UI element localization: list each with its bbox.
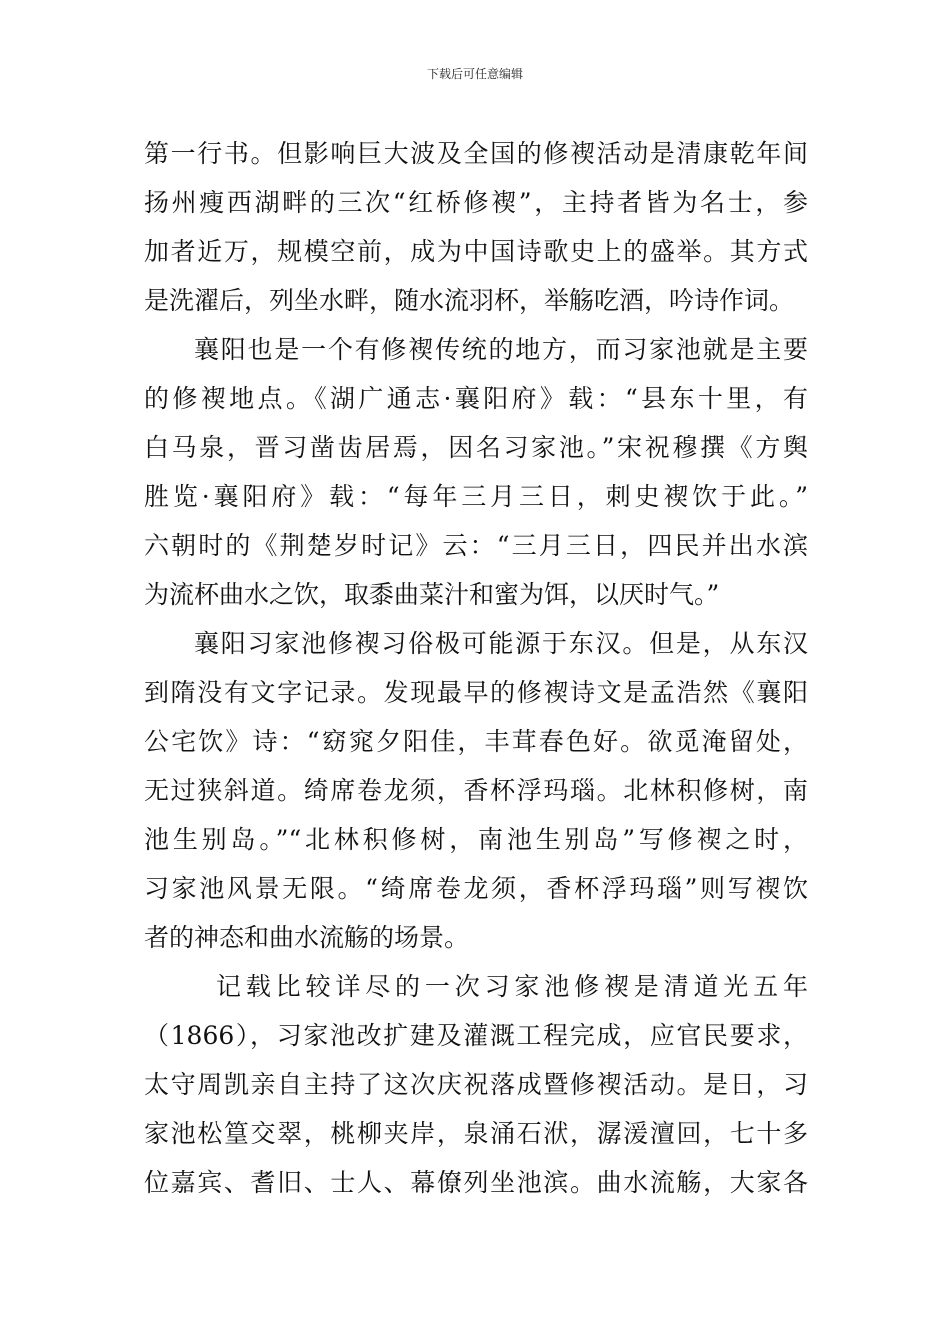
text-line: 位嘉宾、耆旧、士人、幕僚列坐池滨。曲水流觞，大家各 — [144, 1168, 808, 1197]
document-body — [144, 129, 808, 1207]
text-line: 为流杯曲水之饮，取黍曲菜汁和蜜为饵，以厌时气。” — [144, 580, 720, 609]
text-line: 池生别岛。”“北林积修树，南池生别岛”写修褉之时， — [144, 825, 808, 854]
paragraph-3 — [144, 619, 808, 962]
text-line: 记载比较详尽的一次习家池修褉是清道光五年 — [216, 972, 808, 1001]
text-line: 无过狭斜道。绮席卷龙须，香杯浮玛瑙。北林积修树，南 — [144, 776, 808, 805]
text-line: 的修褉地点。《湖广通志·襄阳府》载：“县东十里，有 — [144, 384, 808, 413]
text-line: 加者近万，规模空前，成为中国诗歌史上的盛举。其方式 — [144, 237, 808, 266]
text-line: 胜览·襄阳府》载：“每年三月三日，刺史褉饮于此。” — [144, 482, 808, 511]
text-line: 到隋没有文字记录。发现最早的修褉诗文是孟浩然《襄阳 — [144, 678, 808, 707]
text-line: 是洗濯后，列坐水畔，随水流羽杯，举觞吃酒，吟诗作词。 — [144, 286, 795, 315]
text-line: 六朝时的《荆楚岁时记》云：“三月三日，四民并出水滨 — [144, 531, 808, 560]
text-line: 者的神态和曲水流觞的场景。 — [144, 923, 470, 952]
text-line: 白马泉，晋习凿齿居焉，因名习家池。”宋祝穆撰《方舆 — [144, 433, 808, 462]
page-header — [0, 66, 950, 82]
paragraph-1 — [144, 129, 808, 325]
text-line: 第一行书。但影响巨大波及全国的修褉活动是清康乾年间 — [144, 139, 808, 168]
text-line: 太守周凯亲自主持了这次庆祝落成暨修褉活动。是日，习 — [144, 1070, 808, 1099]
paragraph-4 — [144, 962, 808, 1207]
text-line: 扬州瘦西湖畔的三次“红桥修褉”，主持者皆为名士，参 — [144, 188, 808, 217]
page-header-text: 下载后可任意编辑 — [426, 67, 523, 81]
text-line: 家池松篁交翠，桃柳夹岸，泉涌石洑，潺湲澶回，七十多 — [144, 1119, 808, 1148]
text-line: 襄阳习家池修褉习俗极可能源于东汉。但是，从东汉 — [194, 629, 808, 658]
paragraph-2 — [144, 325, 808, 619]
text-line: 习家池风景无限。“绮席卷龙须，香杯浮玛瑙”则写褉饮 — [144, 874, 808, 903]
text-line: （1866），习家池改扩建及灌溉工程完成，应官民要求， — [144, 1021, 808, 1050]
text-line: 公宅饮》诗：“窈窕夕阳佳，丰茸春色好。欲觅淹留处， — [144, 727, 808, 756]
text-line: 襄阳也是一个有修褉传统的地方，而习家池就是主要 — [194, 335, 808, 364]
